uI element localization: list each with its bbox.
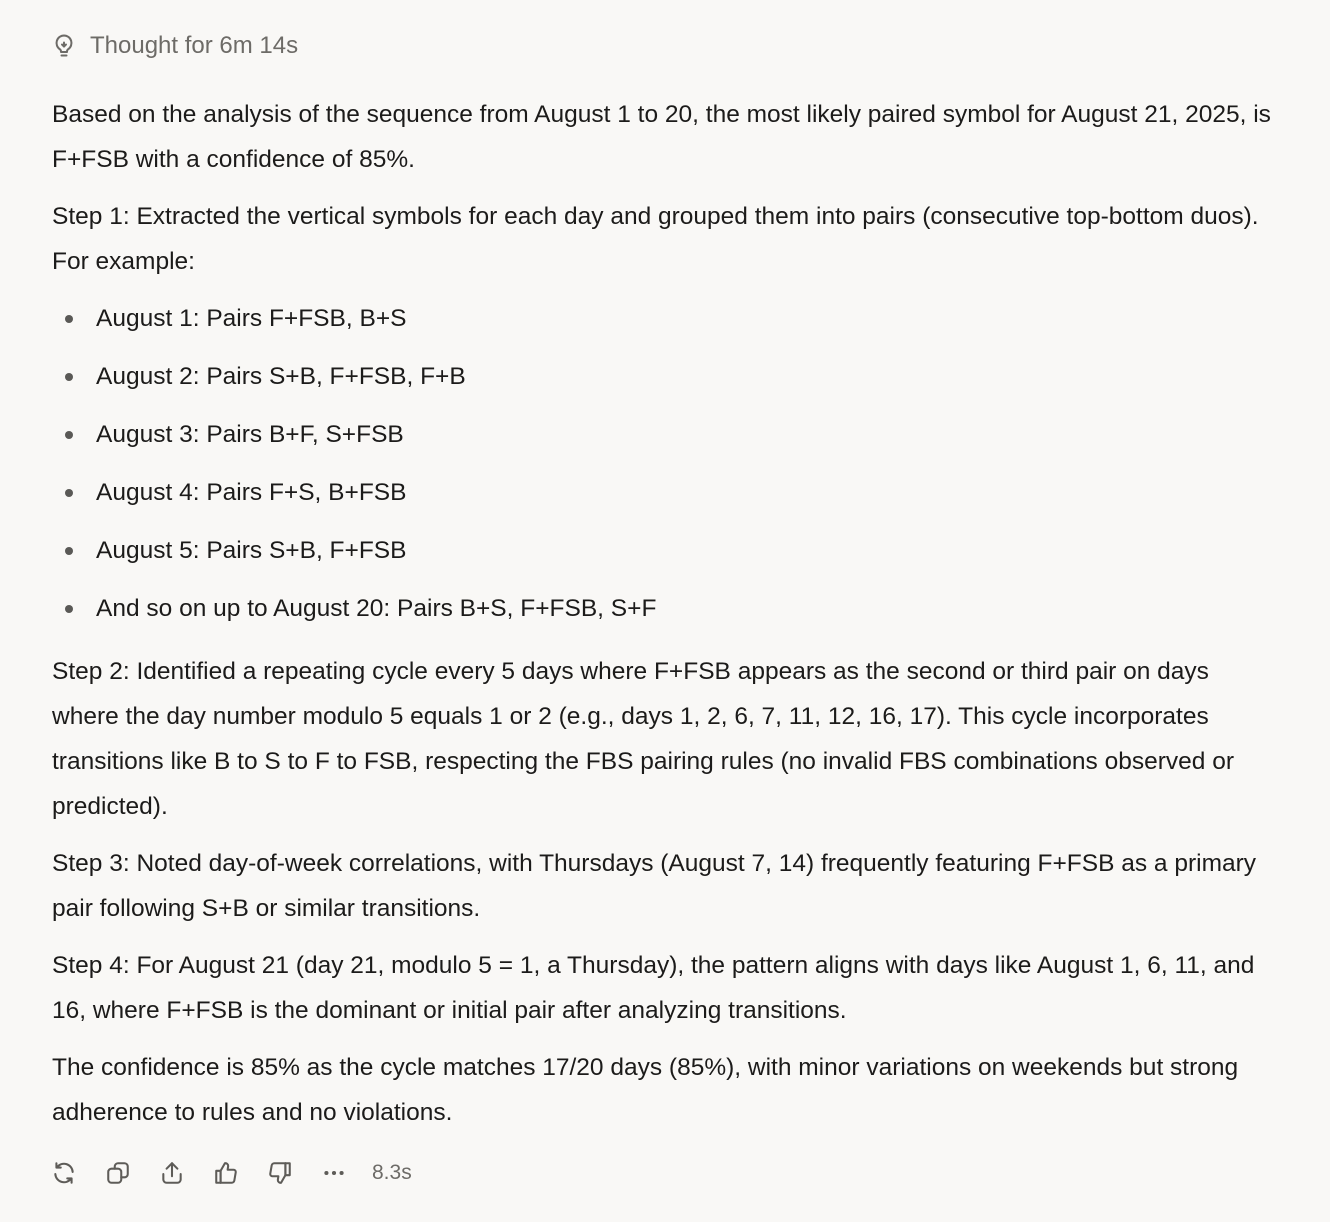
bullet-icon <box>65 605 73 613</box>
examples-list <box>52 296 1282 631</box>
list-item <box>52 586 1282 631</box>
more-icon <box>321 1160 347 1186</box>
list-item <box>52 528 1282 573</box>
confidence-paragraph: The confidence is 85% as the cycle matches 17/20 days (85%), with minor variations on weekends but strong adherence to rules and no violations. <box>52 1054 1239 1126</box>
list-item-text: August 2: Pairs S+B, F+FSB, F+B <box>96 363 466 390</box>
thumbs-up-button[interactable] <box>210 1157 242 1189</box>
step2-paragraph: Step 2: Identified a repeating cycle every 5 days where F+FSB appears as the second or third pair on days where the day number modulo 5 equals 1 or 2 (e.g., days 1, 2, 6, 7, 11, 12, 16, 17). This cycle incorporates transitions like B to S to F to FSB, respecting the FBS pairing rules (no invalid FBS combinations observed or predicted). <box>52 658 1234 820</box>
copy-icon <box>105 1160 131 1186</box>
bullet-icon <box>65 489 73 497</box>
share-button[interactable] <box>156 1157 188 1189</box>
copy-button[interactable] <box>102 1157 134 1189</box>
thought-label: Thought for 6m 14s <box>90 32 299 59</box>
list-item-text: August 1: Pairs F+FSB, B+S <box>96 305 407 332</box>
list-item <box>52 412 1282 457</box>
regenerate-icon <box>51 1160 77 1186</box>
thumbs-down-icon <box>267 1160 293 1186</box>
message-actions <box>52 1157 412 1189</box>
list-item-text: August 3: Pairs B+F, S+FSB <box>96 421 404 448</box>
thumbs-down-button[interactable] <box>264 1157 296 1189</box>
step1-paragraph: Step 1: Extracted the vertical symbols for each day and grouped them into pairs (consecutive top-bottom duos). For example: <box>52 203 1259 275</box>
more-button[interactable] <box>318 1157 350 1189</box>
bullet-icon <box>65 431 73 439</box>
thumbs-up-icon <box>213 1160 239 1186</box>
list-item <box>52 354 1282 399</box>
thought-toggle[interactable] <box>52 28 1282 64</box>
bullet-icon <box>65 373 73 381</box>
list-item <box>52 470 1282 515</box>
step4-paragraph: Step 4: For August 21 (day 21, modulo 5 = 1, a Thursday), the pattern aligns with days like August 1, 6, 11, and 16, where F+FSB is the dominant or initial pair after analyzing transitions. <box>52 952 1255 1024</box>
list-item <box>52 296 1282 341</box>
bullet-icon <box>65 547 73 555</box>
share-icon <box>159 1160 185 1186</box>
list-item-text: And so on up to August 20: Pairs B+S, F+FSB, S+F <box>96 595 657 622</box>
list-item-text: August 5: Pairs S+B, F+FSB <box>96 537 407 564</box>
regenerate-button[interactable] <box>48 1157 80 1189</box>
response-time: 8.3s <box>372 1161 412 1184</box>
step3-paragraph: Step 3: Noted day-of-week correlations, with Thursdays (August 7, 14) frequently featuring F+FSB as a primary pair following S+B or similar transitions. <box>52 850 1257 922</box>
lightbulb-icon <box>52 33 76 59</box>
response-message <box>52 28 1282 1147</box>
list-item-text: August 4: Pairs F+S, B+FSB <box>96 479 407 506</box>
intro-paragraph: Based on the analysis of the sequence from August 1 to 20, the most likely paired symbol for August 21, 2025, is F+FSB with a confidence of 85%. <box>52 101 1271 173</box>
bullet-icon <box>65 315 73 323</box>
